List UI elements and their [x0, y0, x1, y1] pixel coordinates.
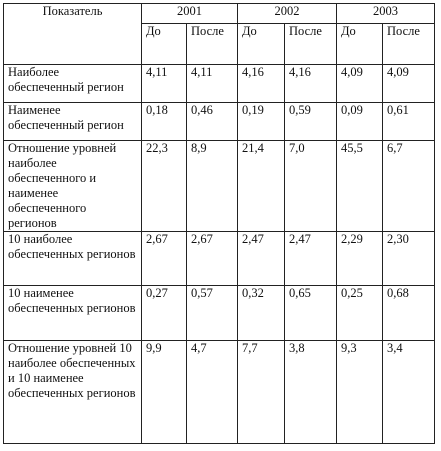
cell-value: 22,3 [142, 141, 187, 232]
cell-value: 9,3 [337, 341, 383, 444]
cell-value: 4,16 [285, 65, 337, 103]
cell-value: 7,0 [285, 141, 337, 232]
cell-value: 4,09 [337, 65, 383, 103]
table-row [4, 341, 435, 444]
cell-value: 2,67 [142, 232, 187, 286]
cell-value: 0,18 [142, 103, 187, 141]
header-after: После [383, 24, 435, 65]
cell-value: 0,46 [187, 103, 238, 141]
cell-value: 0,25 [337, 286, 383, 341]
cell-value: 0,59 [285, 103, 337, 141]
cell-value: 3,8 [285, 341, 337, 444]
cell-value: 2,47 [238, 232, 285, 286]
header-after: После [285, 24, 337, 65]
header-year-2003: 2003 [337, 4, 435, 24]
cell-value: 2,67 [187, 232, 238, 286]
cell-value: 21,4 [238, 141, 285, 232]
cell-value: 0,65 [285, 286, 337, 341]
row-label: Отношение уровней 10 наиболее обеспеченных и 10 наименее обеспеченных регионов [4, 341, 142, 444]
header-before: До [238, 24, 285, 65]
header-indicator: Показатель [4, 4, 142, 65]
cell-value: 4,7 [187, 341, 238, 444]
row-label: 10 наиболее обеспеченных регионов [4, 232, 142, 286]
table-row [4, 65, 435, 103]
cell-value: 45,5 [337, 141, 383, 232]
header-year-2001: 2001 [142, 4, 238, 24]
data-table [3, 3, 435, 444]
row-label: Отношение уровней наиболее обеспеченного и наименее обеспеченного регионов [4, 141, 142, 232]
row-label: 10 наименее обеспеченных регионов [4, 286, 142, 341]
cell-value: 0,61 [383, 103, 435, 141]
cell-value: 8,9 [187, 141, 238, 232]
cell-value: 0,09 [337, 103, 383, 141]
cell-value: 2,47 [285, 232, 337, 286]
cell-value: 4,11 [142, 65, 187, 103]
header-before: До [337, 24, 383, 65]
table-row [4, 103, 435, 141]
cell-value: 4,09 [383, 65, 435, 103]
cell-value: 7,7 [238, 341, 285, 444]
cell-value: 3,4 [383, 341, 435, 444]
cell-value: 0,57 [187, 286, 238, 341]
header-year-2002: 2002 [238, 4, 337, 24]
table-row [4, 286, 435, 341]
header-after: После [187, 24, 238, 65]
cell-value: 4,16 [238, 65, 285, 103]
cell-value: 6,7 [383, 141, 435, 232]
cell-value: 0,68 [383, 286, 435, 341]
cell-value: 2,30 [383, 232, 435, 286]
row-label: Наименее обеспеченный регион [4, 103, 142, 141]
cell-value: 2,29 [337, 232, 383, 286]
cell-value: 0,19 [238, 103, 285, 141]
cell-value: 0,32 [238, 286, 285, 341]
header-before: До [142, 24, 187, 65]
row-label: Наиболее обеспеченный регион [4, 65, 142, 103]
table-row [4, 232, 435, 286]
cell-value: 0,27 [142, 286, 187, 341]
table-row [4, 141, 435, 232]
header-row-years [4, 4, 435, 24]
cell-value: 9,9 [142, 341, 187, 444]
cell-value: 4,11 [187, 65, 238, 103]
